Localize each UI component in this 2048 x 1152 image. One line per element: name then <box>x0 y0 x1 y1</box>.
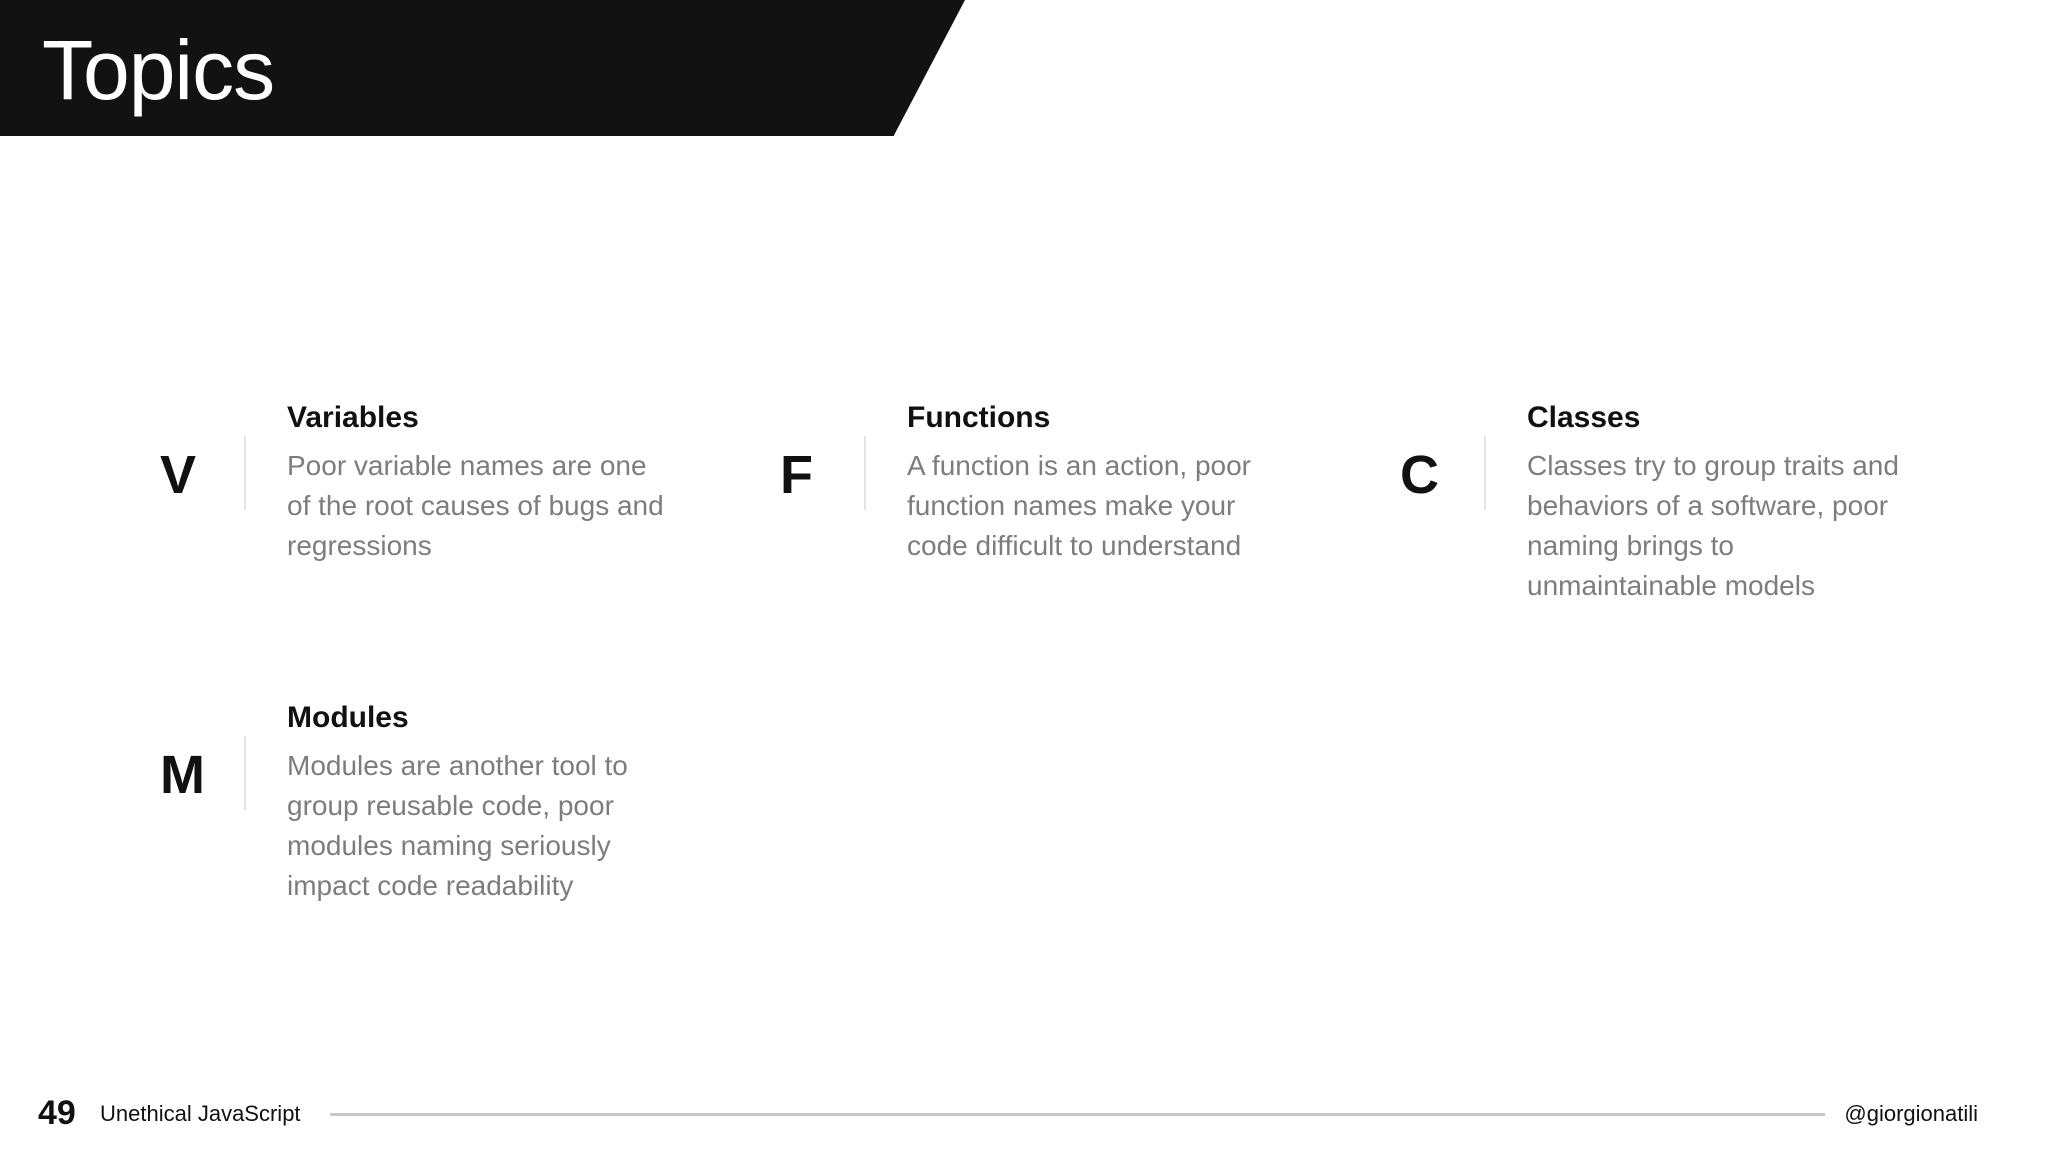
topic-variables <box>160 400 680 660</box>
page-number: 49 <box>38 1094 76 1132</box>
topic-description: Modules are another tool to group reusable code, poor modules naming seriously impact code readability <box>287 750 628 901</box>
topic-divider <box>1484 436 1486 510</box>
topic-modules <box>160 700 680 960</box>
footer-deck-title: Unethical JavaScript <box>100 1101 301 1126</box>
topic-description: Poor variable names are one of the root causes of bugs and regressions <box>287 450 664 561</box>
topic-divider <box>244 736 246 810</box>
topic-functions <box>780 400 1300 660</box>
topic-title: Modules <box>287 701 409 734</box>
topic-description: Classes try to group traits and behaviors of a software, poor naming brings to unmaintainable models <box>1527 450 1899 601</box>
topic-title: Classes <box>1527 401 1641 434</box>
topic-divider <box>864 436 866 510</box>
topic-letter: V <box>160 445 197 505</box>
topic-letter: C <box>1400 445 1439 505</box>
footer-author-handle: @giorgionatili <box>1844 1101 1978 1126</box>
topic-description: A function is an action, poor function names make your code difficult to understand <box>907 450 1251 561</box>
slide-title: Topics <box>42 23 275 117</box>
topic-title: Functions <box>907 401 1051 434</box>
topic-title: Variables <box>287 401 419 434</box>
topic-divider <box>244 436 246 510</box>
footer-divider <box>330 1113 1825 1116</box>
topic-classes <box>1400 400 1920 660</box>
topic-letter: M <box>160 745 205 805</box>
topic-letter: F <box>780 445 813 505</box>
